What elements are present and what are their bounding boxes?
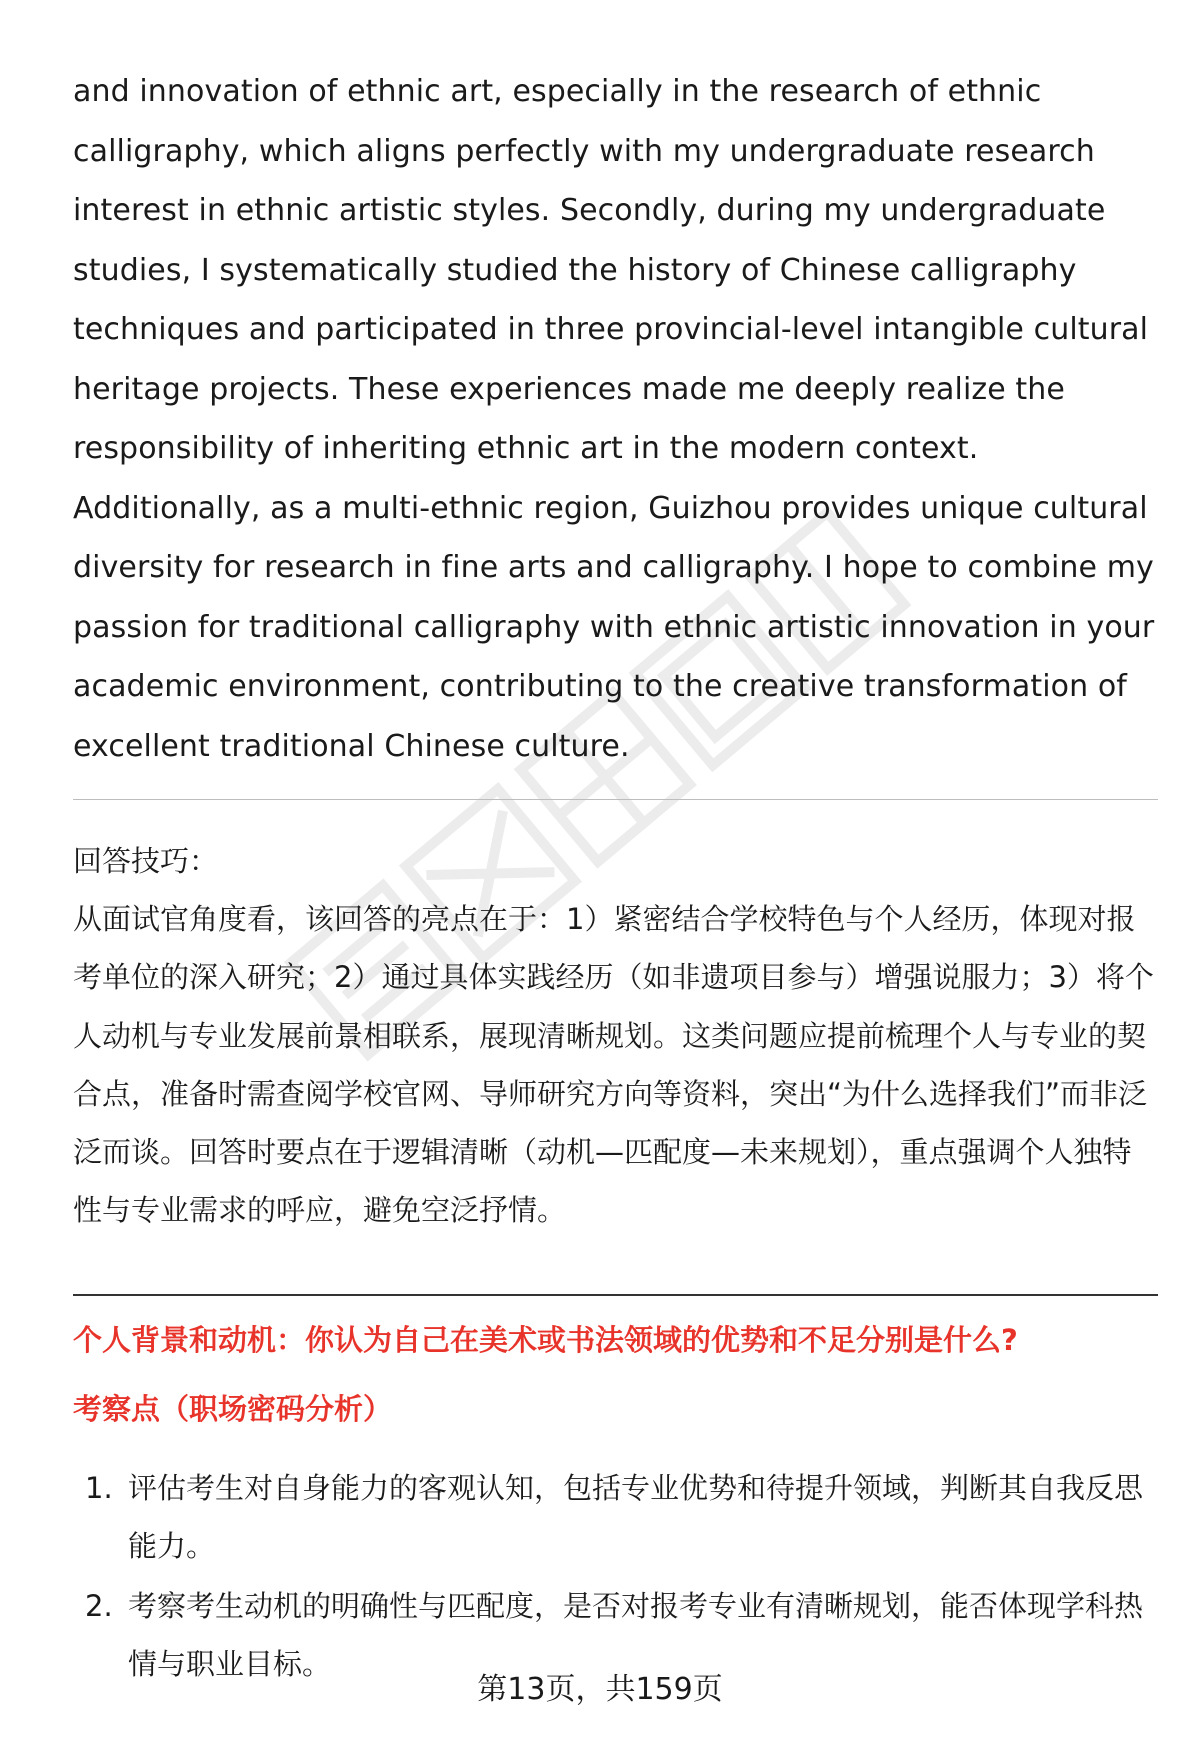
list-item-number: 2. [85, 1588, 113, 1623]
question-title: 个人背景和动机：你认为自己在美术或书法领域的优势和不足分别是什么? [73, 1322, 1018, 1357]
document-page [73, 0, 1158, 1695]
list-item-text: 评估考生对自身能力的客观认知，包括专业优势和待提升领域，判断其自我反思能力。 [128, 1470, 1144, 1563]
english-answer-paragraph: and innovation of ethnic art, especially in the research of ethnic calligraphy, which aligns perfectly with my undergraduate research interest in ethnic artistic styles. Secondly, during my undergraduate studies, I systematically studied the history of Chinese calligraphy techniques and participated in three provincial-level intangible cultural heritage projects. These experiences made me deeply realize the responsibility of inheriting ethnic art in the modern context. Additionally, as a multi-ethnic region, Guizhou provides unique cultural diversity for research in fine arts and calligraphy. I hope to combine my passion for traditional calligraphy with ethnic artistic innovation in your academic environment, contributing to the creative transformation of excellent traditional Chinese culture. [73, 74, 1155, 764]
assessment-subtitle: 考察点（职场密码分析） [73, 1391, 393, 1426]
list-item [73, 1459, 1158, 1575]
section-divider [73, 799, 1158, 800]
question-divider [73, 1294, 1158, 1296]
list-item-number: 1. [85, 1470, 113, 1505]
tips-paragraph: 从面试官角度看，该回答的亮点在于：1）紧密结合学校特色与个人经历，体现对报考单位的深入研究；2）通过具体实践经历（如非遗项目参与）增强说服力；3）将个人动机与专业发展前景相联系，展现清晰规划。这类问题应提前梳理个人与专业的契合点，准备时需查阅学校官网、导师研究方向等资料，突出“为什么选择我们”而非泛泛而谈。回答时要点在于逻辑清晰（动机—匹配度—未来规划），重点强调个人独特性与专业需求的呼应，避免空泛抒情。 [73, 902, 1154, 1228]
tips-title: 回答技巧： [73, 844, 219, 878]
list-item-text: 考察考生动机的明确性与匹配度，是否对报考专业有清晰规划，能否体现学科热情与职业目标。 [128, 1588, 1144, 1681]
assessment-points-list [73, 1459, 1158, 1693]
page-number-footer: 第13页，共159页 [477, 1672, 723, 1707]
